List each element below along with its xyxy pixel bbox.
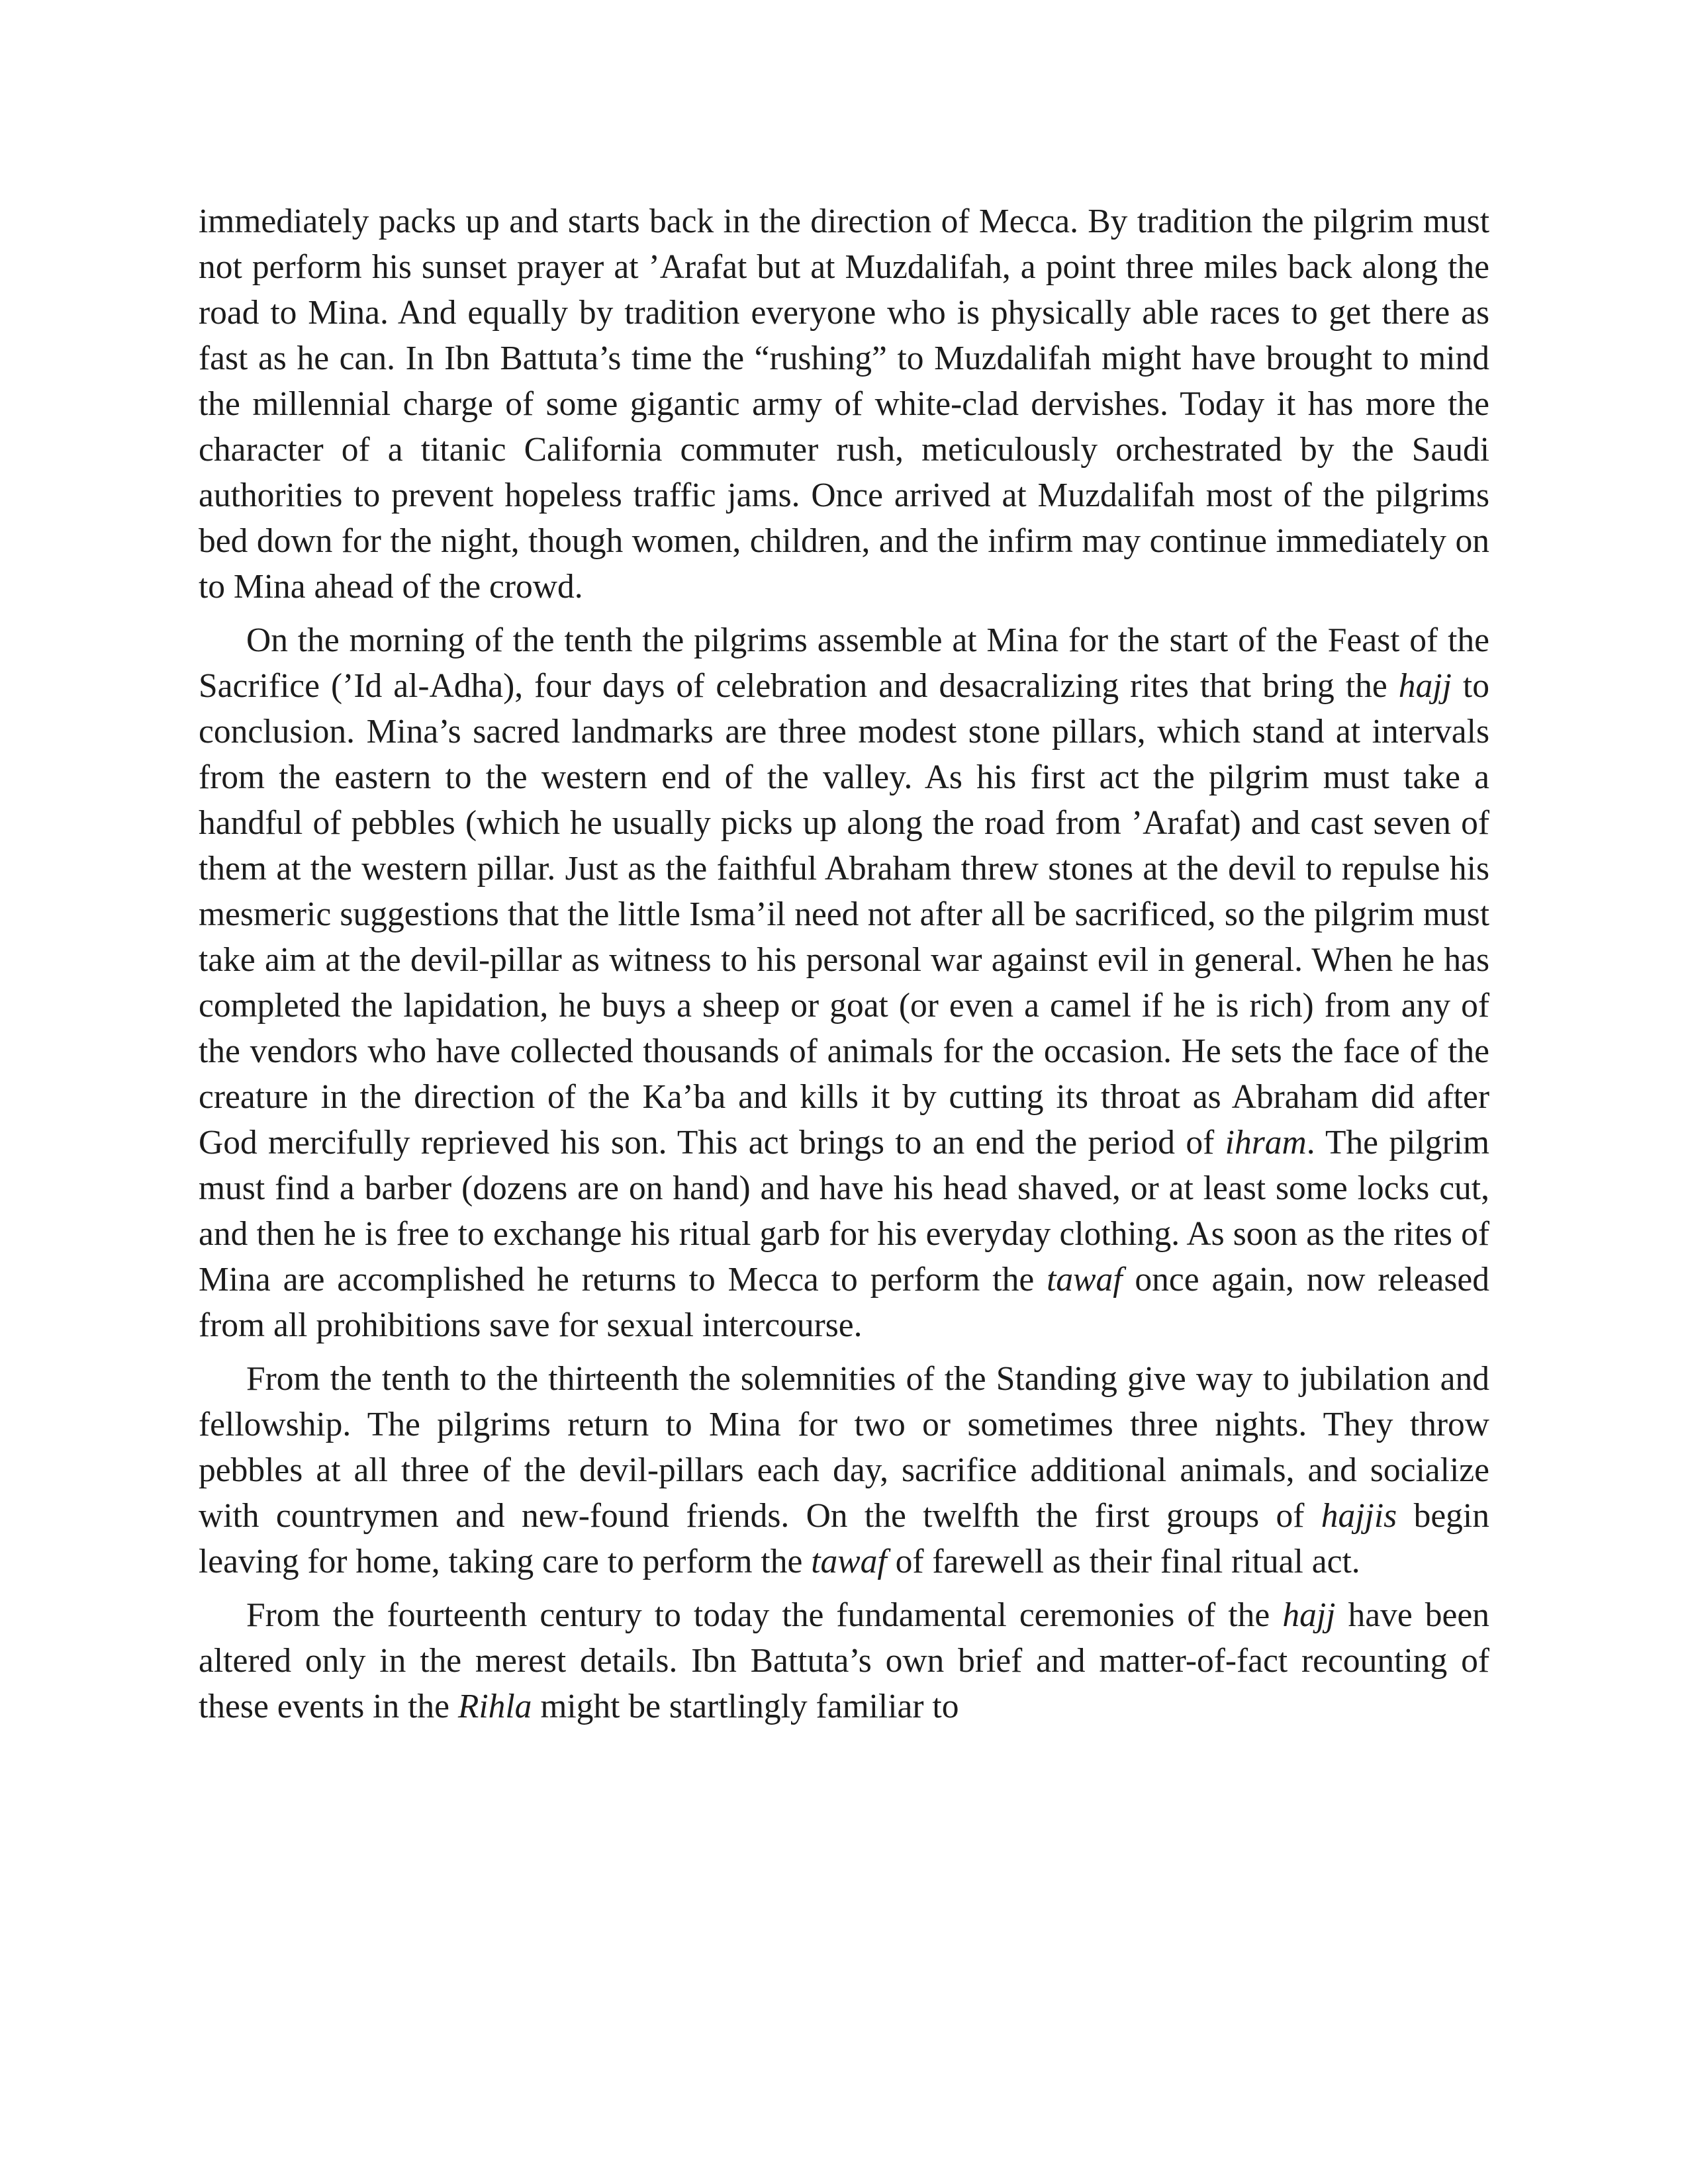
text-segment: From the tenth to the thirteenth the solemnities of the Standing give way to jubilation and fellowship. The pilgrims return to Mina for two or sometimes three nights. They throw pebbles at all three of the devil-pillars each day, sacrifice additional animals, and socialize with countrymen and new-found friends. On the twelfth the first groups of (199, 1360, 1489, 1535)
page-body (199, 199, 1489, 1729)
text-segment: to conclusion. Mina’s sacred landmarks are three modest stone pillars, which stand at intervals from the eastern to the western end of the valley. As his first act the pilgrim must take a handful of pebbles (which he usually picks up along the road from ’Arafat) and cast seven of them at the western pillar. Just as the faithful Abraham threw stones at the devil to repulse his mesmeric suggestions that the little Isma’il need not after all be sacrificed, so the pilgrim must take aim at the devil-pillar as witness to his personal war against evil in general. When he has completed the lapidation, he buys a sheep or goat (or even a camel if he is rich) from any of the vendors who have collected thousands of animals for the occasion. He sets the face of the creature in the direction of the Ka’ba and kills it by cutting its throat as Abraham did after God mercifully reprieved his son. This act brings to an end the period of (199, 667, 1489, 1161)
paragraph-2 (199, 617, 1489, 1348)
paragraph-1 (199, 199, 1489, 610)
italic-term: hajj (1282, 1596, 1336, 1634)
text-segment: . The pilgrim must find a barber (dozens are on hand) and have his head shaved, or at least some locks cut, and then he is free to exchange his ritual garb for his everyday clothing. As soon as the rites of Mina are accomplished he returns to Mecca to perform the (199, 1124, 1489, 1298)
paragraph-3 (199, 1356, 1489, 1584)
italic-term: tawaf (1047, 1261, 1123, 1298)
text-segment: have been altered only in the merest details. Ibn Battuta’s own brief and matter-of-fact recounting of these events in the (199, 1596, 1489, 1725)
text-segment: begin leaving for home, taking care to perform the (199, 1497, 1489, 1580)
italic-term: hajj (1398, 667, 1452, 705)
italic-term: ihram (1225, 1124, 1307, 1161)
text-segment: On the morning of the tenth the pilgrims assemble at Mina for the start of the Feast of the Sacrifice (’Id al-Adha), four days of celebration and desacralizing rites that bring the (199, 621, 1489, 705)
text-segment: once again, now released from all prohibitions save for sexual intercourse. (199, 1261, 1489, 1344)
text-segment: might be startlingly familiar to (532, 1688, 959, 1725)
italic-term: Rihla (457, 1688, 532, 1725)
text-segment: From the fourteenth century to today the fundamental ceremonies of the (246, 1596, 1283, 1634)
paragraph-4 (199, 1592, 1489, 1729)
text-segment: immediately packs up and starts back in the direction of Mecca. By tradition the pilgrim must not perform his sunset prayer at ’Arafat but at Muzdalifah, a point three miles back along the road to Mina. And equally by tradition everyone who is physically able races to get there as fast as he can. In Ibn Battuta’s time the “rushing” to Muzdalifah might have brought to mind the millennial charge of some gigantic army of white-clad dervishes. Today it has more the character of a titanic California commuter rush, meticulously orchestrated by the Saudi authorities to prevent hopeless traffic jams. Once arrived at Muzdalifah most of the pilgrims bed down for the night, though women, children, and the infirm may continue immediately on to Mina ahead of the crowd. (199, 203, 1489, 606)
italic-term: hajjis (1321, 1497, 1397, 1535)
text-segment: of farewell as their final ritual act. (886, 1543, 1360, 1580)
italic-term: tawaf (811, 1543, 887, 1580)
